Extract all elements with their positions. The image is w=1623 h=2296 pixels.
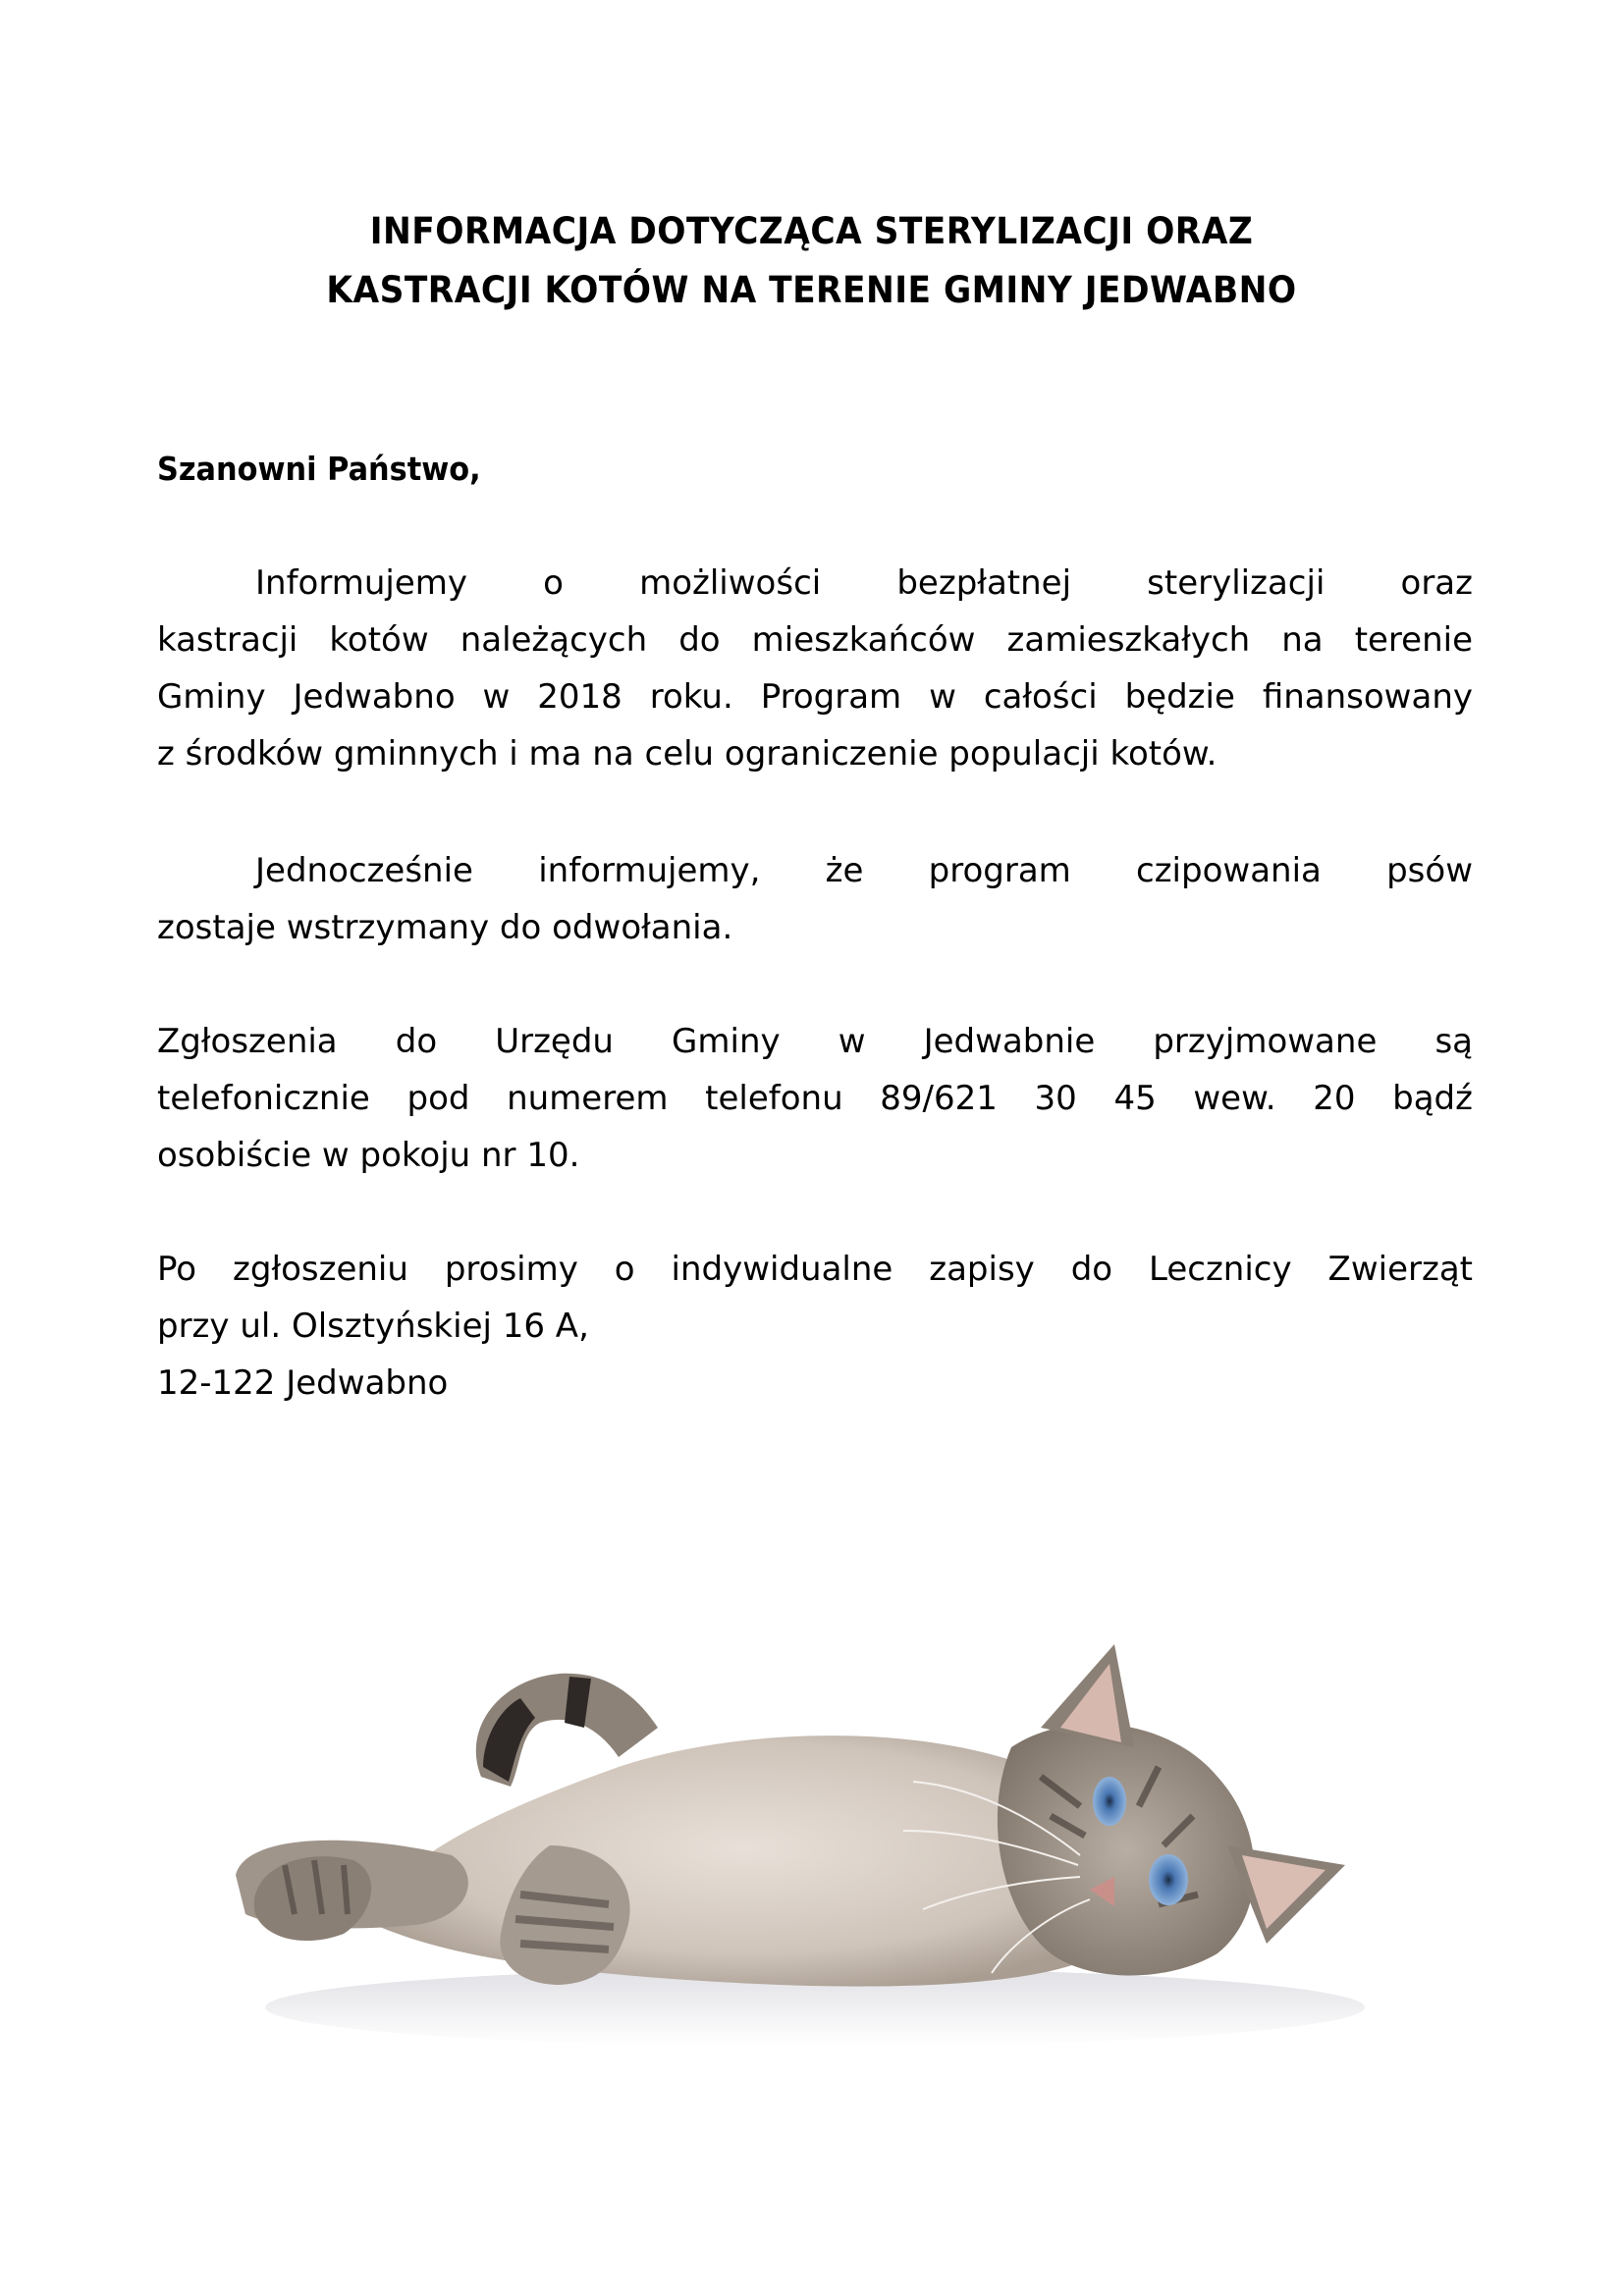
paragraph-line: zostaje wstrzymany do odwołania. bbox=[157, 908, 733, 947]
paragraph-sterilization-info bbox=[157, 555, 1473, 782]
paragraph-line: 12-122 Jedwabno bbox=[157, 1363, 449, 1403]
paragraph-line: osobiście w pokoju nr 10. bbox=[157, 1136, 580, 1175]
paragraph-chipping-suspended bbox=[157, 842, 1473, 956]
paragraph-line: kastracji kotów należących do mieszkańców zamieszkałych na terenie bbox=[157, 620, 1473, 660]
cat-eye-left bbox=[1093, 1777, 1126, 1826]
paragraph-line: Po zgłoszeniu prosimy o indywidualne zapisy do Lecznicy Zwierząt bbox=[157, 1250, 1473, 1289]
document-title-line-1: INFORMACJA DOTYCZĄCA STERYLIZACJI ORAZ bbox=[369, 210, 1254, 252]
paragraph-line: Informujemy o możliwości bezpłatnej sterylizacji oraz bbox=[255, 563, 1473, 603]
paragraph-line: z środków gminnych i ma na celu ograniczenie populacji kotów. bbox=[157, 734, 1217, 774]
paragraph-line: telefonicznie pod numerem telefonu 89/621 30 45 wew. 20 bądź bbox=[157, 1079, 1473, 1118]
paragraph-line: Jednocześnie informujemy, że program czipowania psów bbox=[255, 851, 1473, 890]
greeting: Szanowni Państwo, bbox=[157, 450, 481, 488]
paragraph-registration-contact bbox=[157, 1013, 1473, 1184]
paragraph-line: Zgłoszenia do Urzędu Gminy w Jedwabnie przyjmowane są bbox=[157, 1022, 1473, 1061]
document-title-line-2: KASTRACJI KOTÓW NA TERENIE GMINY JEDWABNO bbox=[326, 269, 1297, 311]
cat-eye-right bbox=[1149, 1854, 1188, 1905]
cat-head bbox=[998, 1724, 1255, 1976]
paragraph-line: przy ul. Olsztyńskiej 16 A, bbox=[157, 1307, 589, 1346]
paragraph-clinic-address bbox=[157, 1241, 1473, 1412]
paragraph-line: Gminy Jedwabno w 2018 roku. Program w całości będzie finansowany bbox=[157, 677, 1473, 717]
cat-image bbox=[226, 1620, 1424, 2071]
